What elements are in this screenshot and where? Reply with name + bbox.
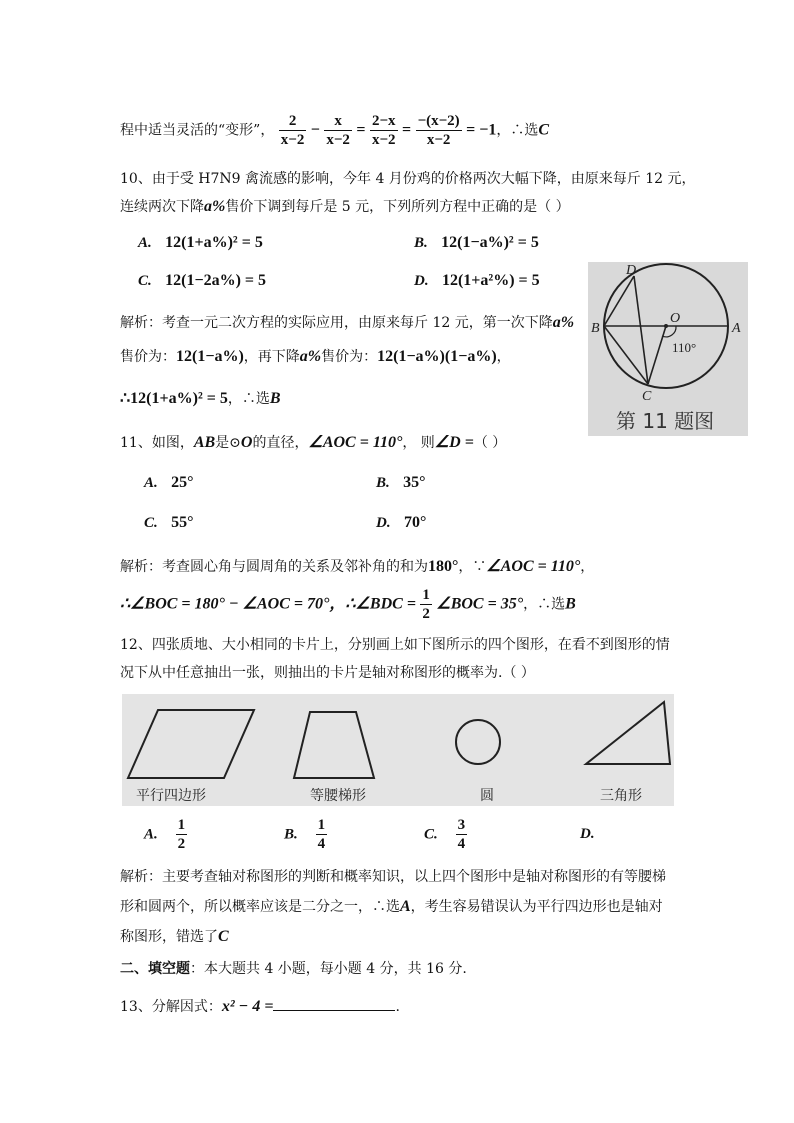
- label-o: O: [670, 311, 681, 326]
- q10-option-b: B. 12(1−a%)² = 5: [414, 234, 539, 251]
- q10-line2: 连续两次下降a%售价下调到每斤是 5 元，下列所列方程中正确的是（ ）: [120, 198, 570, 215]
- q12-option-a: A. $\frac{1}{2}$: [144, 817, 186, 852]
- fraction-4: $\frac{-(x-2)}{x-2}$: [417, 113, 460, 148]
- shape-label-circle: 圆: [480, 788, 494, 804]
- shape-label-trapezoid: 等腰梯形: [310, 788, 366, 804]
- q11-stem: 11、如图，AB是⊙O的直径，∠AOC = 110°， 则∠D =（ ）: [120, 434, 507, 451]
- circle-shape: [456, 720, 500, 764]
- shapes-diagram: [122, 694, 674, 806]
- half-fraction: $\frac{1}{2}$: [422, 587, 430, 622]
- q12-option-d: D.: [580, 826, 595, 842]
- top-line: 程中适当灵活的“变形”， $\frac{2}{x-2}$ − $\frac{x}{x-2}$ = $\frac{2-x}{x-2}$ = $\frac{-(x-2)}{x-2}$ = −1，∴选C: [120, 113, 550, 148]
- label-d: D: [626, 263, 637, 278]
- q10-option-d: D. 12(1+a²%) = 5: [414, 272, 540, 289]
- label-a: A: [732, 321, 741, 336]
- q12-analysis-line1: 解析：主要考查轴对称图形的判断和概率知识，以上四个图形中是轴对称图形的有等腰梯: [120, 869, 666, 885]
- q10-analysis-line3: ∴12(1+a%)² = 5，∴选B: [120, 390, 281, 407]
- shape-label-triangle: 三角形: [600, 788, 642, 804]
- q10-option-c: C. 12(1−2a%) = 5: [138, 272, 267, 289]
- top-line-answer: C: [538, 121, 550, 139]
- figure-11: [588, 262, 748, 436]
- fraction-1: $\frac{2}{x-2}$: [280, 113, 305, 148]
- q11-option-b: B. 35°: [376, 474, 426, 491]
- q12-option-c: C. $\frac{3}{4}$: [424, 817, 466, 852]
- fraction-3: $\frac{2-x}{x-2}$: [371, 113, 396, 148]
- q13-answer-blank[interactable]: [273, 996, 395, 1011]
- angle-label: 110°: [672, 340, 697, 355]
- trapezoid-shape: [294, 712, 374, 778]
- q10-analysis-line2: 售价为：12(1−a%)，再下降a%售价为：12(1−a%)(1−a%)，: [120, 348, 511, 365]
- q12-line2: 况下从中任意抽出一张，则抽出的卡片是轴对称图形的概率为.（ ）: [120, 665, 535, 681]
- q11-option-d: D. 70°: [376, 514, 427, 531]
- q12-analysis-line3: 称图形，错选了C: [120, 928, 229, 945]
- figure-12: [122, 694, 674, 806]
- fraction-2: $\frac{x}{x-2}$: [326, 113, 350, 148]
- shape-label-parallelogram: 平行四边形: [136, 788, 206, 804]
- q10-analysis-line1: 解析：考查一元二次方程的实际应用，由原来每斤 12 元，第一次下降a%: [120, 314, 575, 331]
- q11-analysis-line1: 解析：考查圆心角与圆周角的关系及邻补角的和为180°，∵∠AOC = 110°，: [120, 558, 595, 575]
- q11-option-a: A. 25°: [144, 474, 194, 491]
- q11-option-c: C. 55°: [144, 514, 194, 531]
- q13-expression: x² − 4 =: [221, 998, 274, 1015]
- q13: 13、分解因式：x² − 4 = .: [120, 998, 400, 1015]
- q10-line1: 10、由于受 H7N9 禽流感的影响，今年 4 月份鸡的价格两次大幅下降，由原来每斤 12 元，: [120, 171, 696, 187]
- top-line-result: = −1: [466, 121, 497, 139]
- q12-line1: 12、四张质地、大小相同的卡片上，分别画上如下图所示的四个图形，在看不到图形的情: [120, 637, 670, 653]
- figure-caption: 第 11 题图: [616, 409, 715, 433]
- q12-option-b: B. $\frac{1}{4}$: [284, 817, 326, 852]
- section-2-heading: 二、填空题：本大题共 4 小题，每小题 4 分，共 16 分.: [120, 961, 467, 977]
- q11-analysis-line2: ∴∠BOC = 180° − ∠AOC = 70°，∴∠BDC = $\frac{1}{2}$ ∠BOC = 35°，∴选B: [120, 587, 576, 622]
- q10-option-a: A. 12(1+a%)² = 5: [138, 234, 263, 251]
- triangle-shape: [586, 702, 670, 764]
- label-c: C: [642, 389, 652, 404]
- top-line-prefix: 程中适当灵活的“变形”，: [120, 122, 275, 139]
- parallelogram-shape: [128, 710, 254, 778]
- label-b: B: [591, 321, 600, 336]
- q12-analysis-line2: 形和圆两个，所以概率应该是二分之一，∴选A，考生容易错误认为平行四边形也是轴对: [120, 898, 663, 915]
- circle-diagram: [588, 262, 748, 436]
